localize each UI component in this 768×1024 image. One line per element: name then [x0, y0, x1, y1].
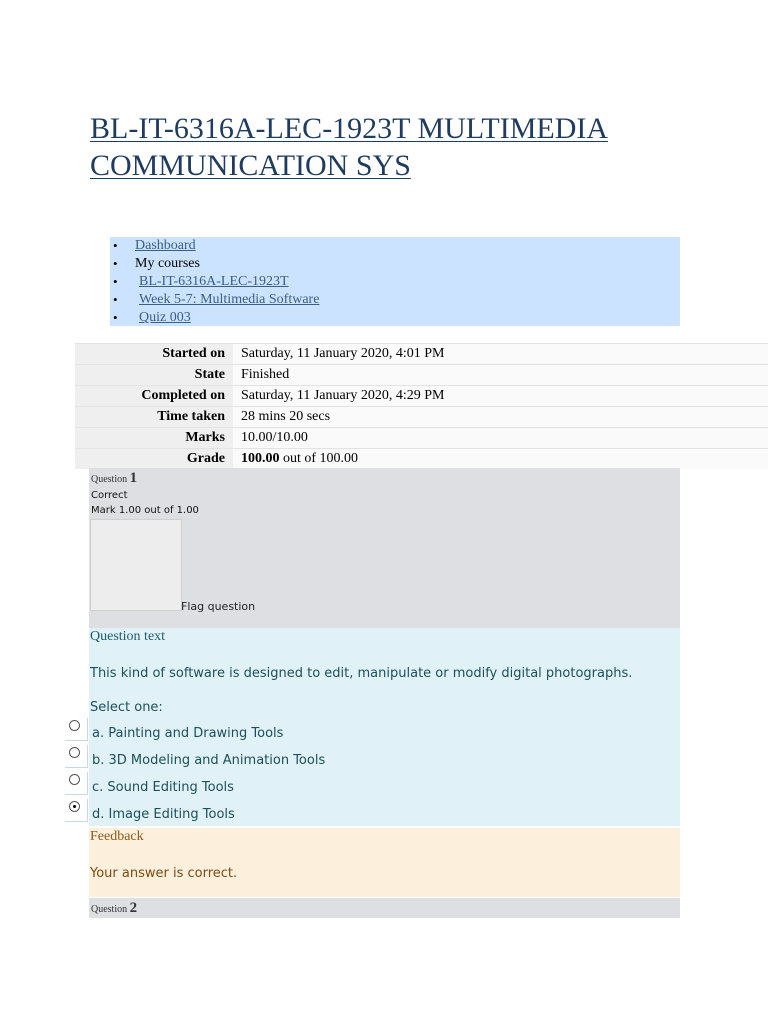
summary-value: Saturday, 11 January 2020, 4:01 PM	[233, 344, 768, 365]
breadcrumb-link-dashboard[interactable]: Dashboard	[135, 238, 196, 253]
feedback-text: Your answer is correct.	[90, 866, 238, 881]
summary-row-completed	[75, 386, 768, 407]
summary-key: Marks	[75, 428, 233, 449]
breadcrumb-text-my-courses: My courses	[135, 256, 200, 271]
question-label: Question	[91, 474, 128, 485]
answer-radio-a[interactable]	[65, 718, 88, 741]
summary-value: Saturday, 11 January 2020, 4:29 PM	[233, 386, 768, 407]
breadcrumb-item-quiz	[110, 309, 680, 327]
question-label: Question	[91, 904, 128, 915]
breadcrumb-link-week[interactable]: Week 5-7: Multimedia Software	[139, 292, 320, 307]
summary-row-time-taken	[75, 407, 768, 428]
breadcrumb-item-week	[110, 291, 680, 309]
summary-value: 28 mins 20 secs	[233, 407, 768, 428]
summary-row-state	[75, 365, 768, 386]
question-text-heading: Question text	[90, 629, 166, 644]
breadcrumb-link-course[interactable]: BL-IT-6316A-LEC-1923T	[139, 274, 289, 289]
question-number-value: 2	[129, 900, 138, 916]
summary-row-marks	[75, 428, 768, 449]
quiz-summary-table	[75, 343, 768, 469]
question-text: This kind of software is designed to edit, manipulate or modify digital photographs.	[90, 666, 633, 681]
breadcrumb-item-dashboard	[110, 237, 680, 255]
summary-row-started	[75, 344, 768, 365]
breadcrumb-item-course	[110, 273, 680, 291]
answer-radio-c[interactable]	[65, 772, 88, 795]
question-1-content	[89, 628, 680, 826]
question-state: Correct	[91, 490, 128, 501]
feedback-heading: Feedback	[90, 829, 144, 844]
summary-key: Time taken	[75, 407, 233, 428]
feedback-panel	[89, 828, 680, 897]
answer-option-c[interactable]: c. Sound Editing Tools	[92, 780, 234, 795]
grade-value: 100.00	[241, 451, 280, 466]
question-number	[91, 900, 137, 917]
course-title[interactable]: BL-IT-6316A-LEC-1923T MULTIMEDIA COMMUNICATION SYS	[90, 112, 609, 182]
answer-option-d[interactable]: d. Image Editing Tools	[92, 807, 235, 822]
summary-key: Started on	[75, 344, 233, 365]
summary-value	[233, 449, 768, 470]
flag-checkbox[interactable]	[90, 519, 182, 611]
answer-radio-d[interactable]	[65, 799, 88, 822]
breadcrumb	[110, 237, 680, 326]
question-number	[91, 470, 137, 487]
summary-value: Finished	[233, 365, 768, 386]
summary-row-grade	[75, 449, 768, 470]
summary-key: Grade	[75, 449, 233, 470]
answer-option-a[interactable]: a. Painting and Drawing Tools	[92, 726, 284, 741]
question-1-info	[89, 468, 680, 628]
question-mark: Mark 1.00 out of 1.00	[91, 505, 199, 516]
breadcrumb-link-quiz[interactable]: Quiz 003	[139, 310, 191, 325]
summary-key: Completed on	[75, 386, 233, 407]
question-number-value: 1	[129, 470, 138, 486]
summary-value: 10.00/10.00	[233, 428, 768, 449]
breadcrumb-item-my-courses	[110, 255, 680, 273]
answer-radio-b[interactable]	[65, 745, 88, 768]
question-2-info	[89, 898, 680, 918]
select-one-prompt: Select one:	[90, 700, 163, 715]
grade-out-of: out of 100.00	[279, 451, 359, 466]
answer-option-b[interactable]: b. 3D Modeling and Animation Tools	[92, 753, 326, 768]
flag-question-label[interactable]: Flag question	[181, 600, 256, 613]
summary-key: State	[75, 365, 233, 386]
